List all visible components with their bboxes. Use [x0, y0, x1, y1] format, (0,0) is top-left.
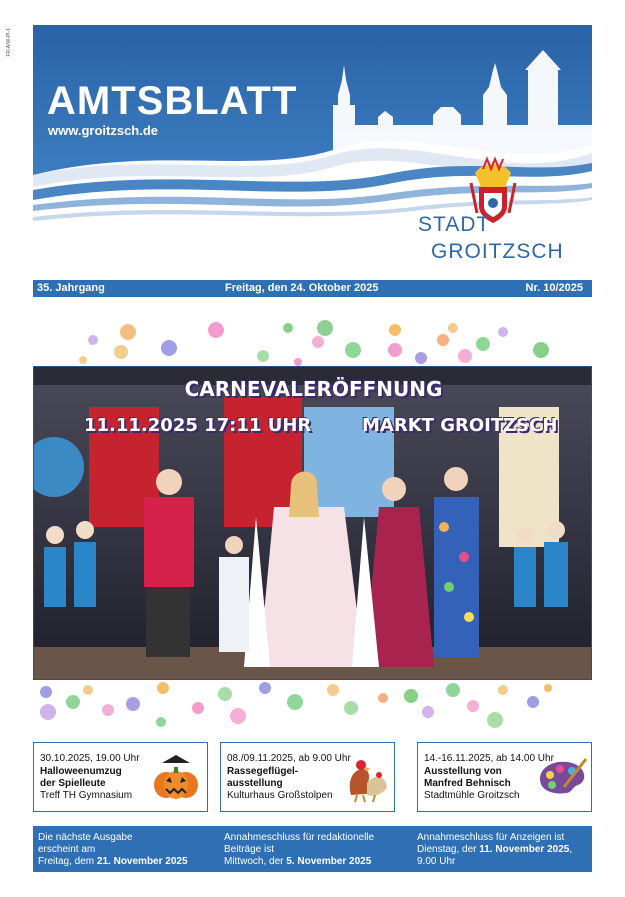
footer-text: ,	[569, 844, 573, 855]
print-code: FR-A/W-PI-1	[6, 28, 12, 57]
footer-text: Mittwoch, der	[224, 856, 287, 867]
event-place: Stadtmühle Groitzsch	[424, 790, 520, 801]
rooster-icon	[343, 755, 389, 803]
footer-text: Beiträge ist	[224, 844, 275, 855]
carnival-date-time: 11.11.2025 17:11 UHR	[84, 415, 312, 436]
event-card-exhibition[interactable]	[417, 742, 592, 812]
event-card-halloween[interactable]	[33, 742, 208, 812]
masthead-title: AMTSBLATT	[47, 79, 298, 123]
issue-date: Freitag, den 24. Oktober 2025	[225, 282, 379, 294]
footer-text: Freitag, dem	[38, 856, 97, 867]
event-title: Manfred Behnisch	[424, 778, 511, 789]
ads-deadline-date: 11. November 2025	[479, 844, 570, 855]
event-place: Treff TH Gymnasium	[40, 790, 133, 801]
carnival-location: MARKT GROITZSCH	[362, 415, 558, 436]
footer-deadlines	[33, 826, 592, 872]
event-title: der Spielleute	[40, 778, 106, 789]
footer-text: erscheint am	[38, 844, 96, 855]
event-title: ausstellung	[227, 778, 283, 789]
town-label-name: GROITZSCH	[431, 240, 564, 263]
town-label-stadt: STADT	[418, 213, 491, 236]
event-place: Kulturhaus Großstolpen	[227, 790, 333, 801]
footer-text: Die nächste Ausgabe	[38, 832, 133, 843]
volume-year: 35. Jahrgang	[37, 282, 105, 294]
footer-text: Annahmeschluss für Anzeigen ist	[417, 832, 565, 843]
ads-deadline-time: 9.00 Uhr	[417, 856, 456, 867]
footer-next-issue	[38, 832, 188, 868]
next-issue-date: 21. November 2025	[96, 856, 188, 867]
event-date: 08./09.11.2025, ab 9.00 Uhr	[227, 753, 351, 764]
event-title: Halloweenumzug	[40, 766, 122, 777]
event-date: 14.-16.11.2025, ab 14.00 Uhr	[424, 753, 554, 764]
footer-editorial-deadline	[224, 832, 374, 868]
event-title: Rassegeflügel-	[227, 766, 299, 777]
carnival-stage-illustration	[34, 367, 592, 680]
event-date: 30.10.2025, 19.00 Uhr	[40, 753, 140, 764]
pumpkin-icon	[152, 755, 200, 801]
paint-palette-icon	[536, 757, 588, 797]
website-url[interactable]: www.groitzsch.de	[48, 123, 159, 138]
footer-text: Annahmeschluss für redaktionelle	[224, 832, 375, 843]
event-title: Ausstellung von	[424, 766, 502, 777]
event-card-poultry[interactable]	[220, 742, 395, 812]
footer-ads-deadline	[417, 832, 572, 868]
carnival-photo	[33, 366, 592, 680]
issue-info-bar	[33, 280, 592, 297]
footer-text: Dienstag, der	[417, 844, 480, 855]
carnival-heading: CARNEVALERÖFFNUNG	[184, 377, 443, 401]
masthead	[33, 25, 592, 277]
editorial-deadline-date: 5. November 2025	[286, 856, 372, 867]
issue-number: Nr. 10/2025	[525, 282, 583, 294]
